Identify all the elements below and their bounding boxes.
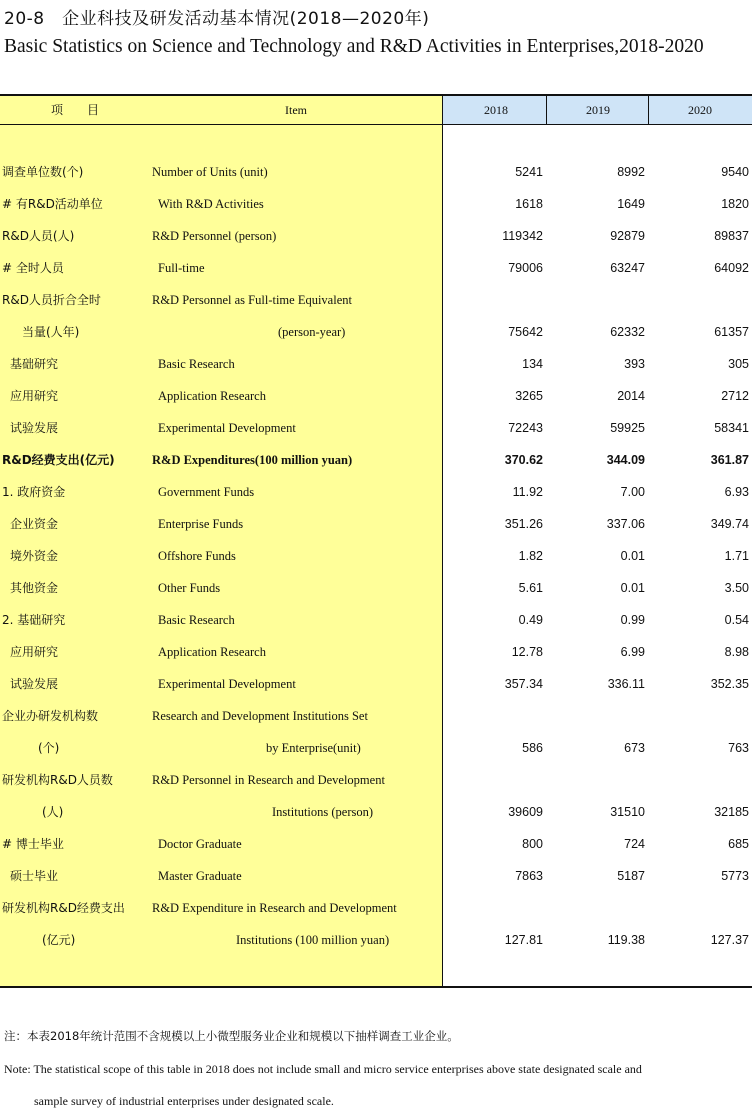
row-label-en: (person-year) — [278, 325, 346, 339]
header-divider — [648, 96, 649, 124]
value-2018: 11.92 — [512, 485, 543, 499]
value-2019: 8992 — [617, 165, 645, 179]
header-year-2019: 2019 — [586, 103, 610, 117]
value-2020: 0.54 — [724, 613, 749, 627]
page-title-cn: 20-8 企业科技及研发活动基本情况(2018—2020年) — [4, 9, 430, 29]
row-label-en: With R&D Activities — [158, 197, 264, 211]
value-2019: 393 — [624, 357, 645, 371]
value-2018: 351.26 — [504, 517, 543, 531]
value-2018: 370.62 — [504, 453, 543, 467]
value-2019: 336.11 — [607, 677, 645, 691]
row-label-en: by Enterprise(unit) — [266, 741, 361, 755]
row-label-en: Enterprise Funds — [158, 517, 244, 531]
table-row — [0, 796, 752, 828]
value-2018: 3265 — [515, 389, 543, 403]
value-2019: 62332 — [610, 325, 645, 339]
row-label-en: Research and Development Institutions Set — [152, 709, 368, 723]
row-label-cn: # 全时人员 — [2, 261, 64, 275]
row-label-en: Application Research — [158, 645, 266, 659]
row-label-cn: 研发机构R&D经费支出 — [2, 901, 125, 915]
table-bottom-rule — [0, 986, 752, 988]
value-2020: 1.71 — [724, 549, 749, 563]
table-row — [0, 284, 752, 316]
value-2020: 1820 — [721, 197, 749, 211]
row-label-en: Master Graduate — [158, 869, 242, 883]
value-2020: 127.37 — [710, 933, 749, 947]
table-row — [0, 764, 752, 796]
value-2020: 58341 — [714, 421, 749, 435]
value-2019: 724 — [624, 837, 645, 851]
value-2020: 305 — [728, 357, 749, 371]
row-label-cn: 研发机构R&D人员数 — [2, 773, 113, 787]
value-2018: 357.34 — [504, 677, 543, 691]
note-en-line-1: Note: The statistical scope of this table in 2018 does not include small and micro service enterprises above state designated scale and — [4, 1062, 642, 1076]
value-2018: 7863 — [515, 869, 543, 883]
row-label-cn: 调查单位数(个) — [2, 165, 84, 179]
row-label-cn: # 博士毕业 — [2, 837, 64, 851]
row-label-cn: R&D经费支出(亿元) — [2, 453, 115, 467]
value-2018: 75642 — [508, 325, 543, 339]
row-label-cn: R&D人员(人) — [2, 229, 75, 243]
row-label-cn: 试验发展 — [10, 677, 59, 691]
table-row — [0, 348, 752, 380]
value-2018: 79006 — [508, 261, 543, 275]
table-row — [0, 412, 752, 444]
value-2019: 5187 — [617, 869, 645, 883]
table-row — [0, 380, 752, 412]
row-label-cn: 应用研究 — [10, 389, 59, 403]
value-2018: 5.61 — [518, 581, 543, 595]
value-2019: 1649 — [617, 197, 645, 211]
table-row — [0, 828, 752, 860]
note-en-line-2: sample survey of industrial enterprises under designated scale. — [34, 1094, 334, 1108]
row-label-en: Experimental Development — [158, 421, 296, 435]
note-cn: 注：本表2018年统计范围不含规模以上小微型服务业企业和规模以下抽样调查工业企业。 — [4, 1029, 459, 1043]
value-2018: 0.49 — [518, 613, 543, 627]
table-row — [0, 444, 752, 476]
table-row — [0, 700, 752, 732]
value-2019: 63247 — [610, 261, 645, 275]
table-row — [0, 732, 752, 764]
row-label-cn: 试验发展 — [10, 421, 59, 435]
table-row — [0, 924, 752, 956]
row-label-en: Institutions (100 million yuan) — [236, 933, 390, 947]
value-2018: 586 — [522, 741, 543, 755]
row-label-en: Experimental Development — [158, 677, 296, 691]
row-label-cn: 应用研究 — [10, 645, 59, 659]
table-row — [0, 604, 752, 636]
row-label-en: Government Funds — [158, 485, 255, 499]
table-row — [0, 636, 752, 668]
value-2018: 72243 — [508, 421, 543, 435]
row-label-cn: 2. 基础研究 — [2, 613, 66, 627]
value-2019: 0.99 — [620, 613, 645, 627]
value-2018: 127.81 — [504, 933, 543, 947]
value-2020: 8.98 — [724, 645, 749, 659]
header-year-2020: 2020 — [688, 103, 712, 117]
value-2020: 6.93 — [724, 485, 749, 499]
header-item-cn: 项 目 — [50, 103, 99, 117]
row-label-cn: 基础研究 — [10, 357, 59, 371]
row-label-cn: 境外资金 — [10, 549, 59, 563]
value-2020: 763 — [728, 741, 749, 755]
row-label-cn: # 有R&D活动单位 — [2, 197, 103, 211]
header-year-2018: 2018 — [484, 103, 508, 117]
table-row — [0, 220, 752, 252]
table-row — [0, 156, 752, 188]
row-label-cn: 企业资金 — [10, 517, 59, 531]
header-divider — [546, 96, 547, 124]
table-row — [0, 892, 752, 924]
header-item-en: Item — [285, 103, 307, 117]
value-2018: 5241 — [515, 165, 543, 179]
table-row — [0, 860, 752, 892]
value-2019: 0.01 — [620, 549, 645, 563]
value-2019: 0.01 — [620, 581, 645, 595]
row-label-cn: 硕士毕业 — [10, 869, 59, 883]
row-label-cn: (个) — [38, 741, 60, 755]
row-label-cn: 当量(人年) — [22, 325, 80, 339]
table-row — [0, 188, 752, 220]
row-label-en: R&D Expenditures(100 million yuan) — [152, 453, 353, 467]
row-label-cn: 1. 政府资金 — [2, 485, 66, 499]
value-2020: 352.35 — [710, 677, 749, 691]
value-2019: 119.38 — [607, 933, 645, 947]
value-2019: 31510 — [610, 805, 645, 819]
row-label-cn: (亿元) — [42, 933, 76, 947]
value-2019: 344.09 — [606, 453, 645, 467]
value-2019: 7.00 — [620, 485, 645, 499]
value-2019: 673 — [624, 741, 645, 755]
row-label-en: Institutions (person) — [272, 805, 374, 819]
table-row — [0, 540, 752, 572]
row-label-cn: (人) — [42, 805, 64, 819]
row-label-en: R&D Expenditure in Research and Development — [152, 901, 397, 915]
row-label-en: Full-time — [158, 261, 205, 275]
value-2019: 92879 — [610, 229, 645, 243]
value-2020: 61357 — [714, 325, 749, 339]
value-2018: 1.82 — [518, 549, 543, 563]
table-row — [0, 476, 752, 508]
value-2019: 2014 — [617, 389, 645, 403]
table-row — [0, 572, 752, 604]
value-2020: 32185 — [714, 805, 749, 819]
value-2018: 119342 — [502, 229, 543, 243]
table-row — [0, 668, 752, 700]
value-2018: 134 — [522, 357, 543, 371]
row-label-en: R&D Personnel as Full-time Equivalent — [152, 293, 352, 307]
table-row — [0, 252, 752, 284]
value-2018: 1618 — [515, 197, 543, 211]
row-label-cn: 企业办研发机构数 — [2, 709, 99, 723]
row-label-en: Offshore Funds — [158, 549, 236, 563]
table-header-rule — [0, 124, 752, 125]
table-row — [0, 508, 752, 540]
value-2019: 59925 — [610, 421, 645, 435]
value-2018: 800 — [522, 837, 543, 851]
row-label-en: Doctor Graduate — [158, 837, 242, 851]
value-2020: 9540 — [721, 165, 749, 179]
value-2019: 6.99 — [620, 645, 645, 659]
row-label-en: R&D Personnel in Research and Development — [152, 773, 385, 787]
value-2020: 64092 — [714, 261, 749, 275]
value-2020: 349.74 — [710, 517, 749, 531]
row-label-en: R&D Personnel (person) — [152, 229, 277, 243]
row-label-en: Other Funds — [158, 581, 221, 595]
row-label-en: Number of Units (unit) — [152, 165, 268, 179]
value-2018: 12.78 — [511, 645, 543, 659]
value-2019: 337.06 — [606, 517, 645, 531]
row-label-cn: R&D人员折合全时 — [2, 293, 101, 307]
value-2020: 2712 — [721, 389, 749, 403]
value-2020: 685 — [728, 837, 749, 851]
value-2018: 39609 — [508, 805, 543, 819]
row-label-en: Basic Research — [158, 613, 235, 627]
value-2020: 3.50 — [724, 581, 749, 595]
page-title-en: Basic Statistics on Science and Technology and R&D Activities in Enterprises,2018-2020 — [4, 36, 704, 57]
row-label-en: Basic Research — [158, 357, 235, 371]
value-2020: 89837 — [714, 229, 749, 243]
value-2020: 5773 — [721, 869, 749, 883]
row-label-cn: 其他资金 — [10, 581, 59, 595]
row-label-en: Application Research — [158, 389, 266, 403]
value-2020: 361.87 — [710, 453, 749, 467]
table-row — [0, 316, 752, 348]
